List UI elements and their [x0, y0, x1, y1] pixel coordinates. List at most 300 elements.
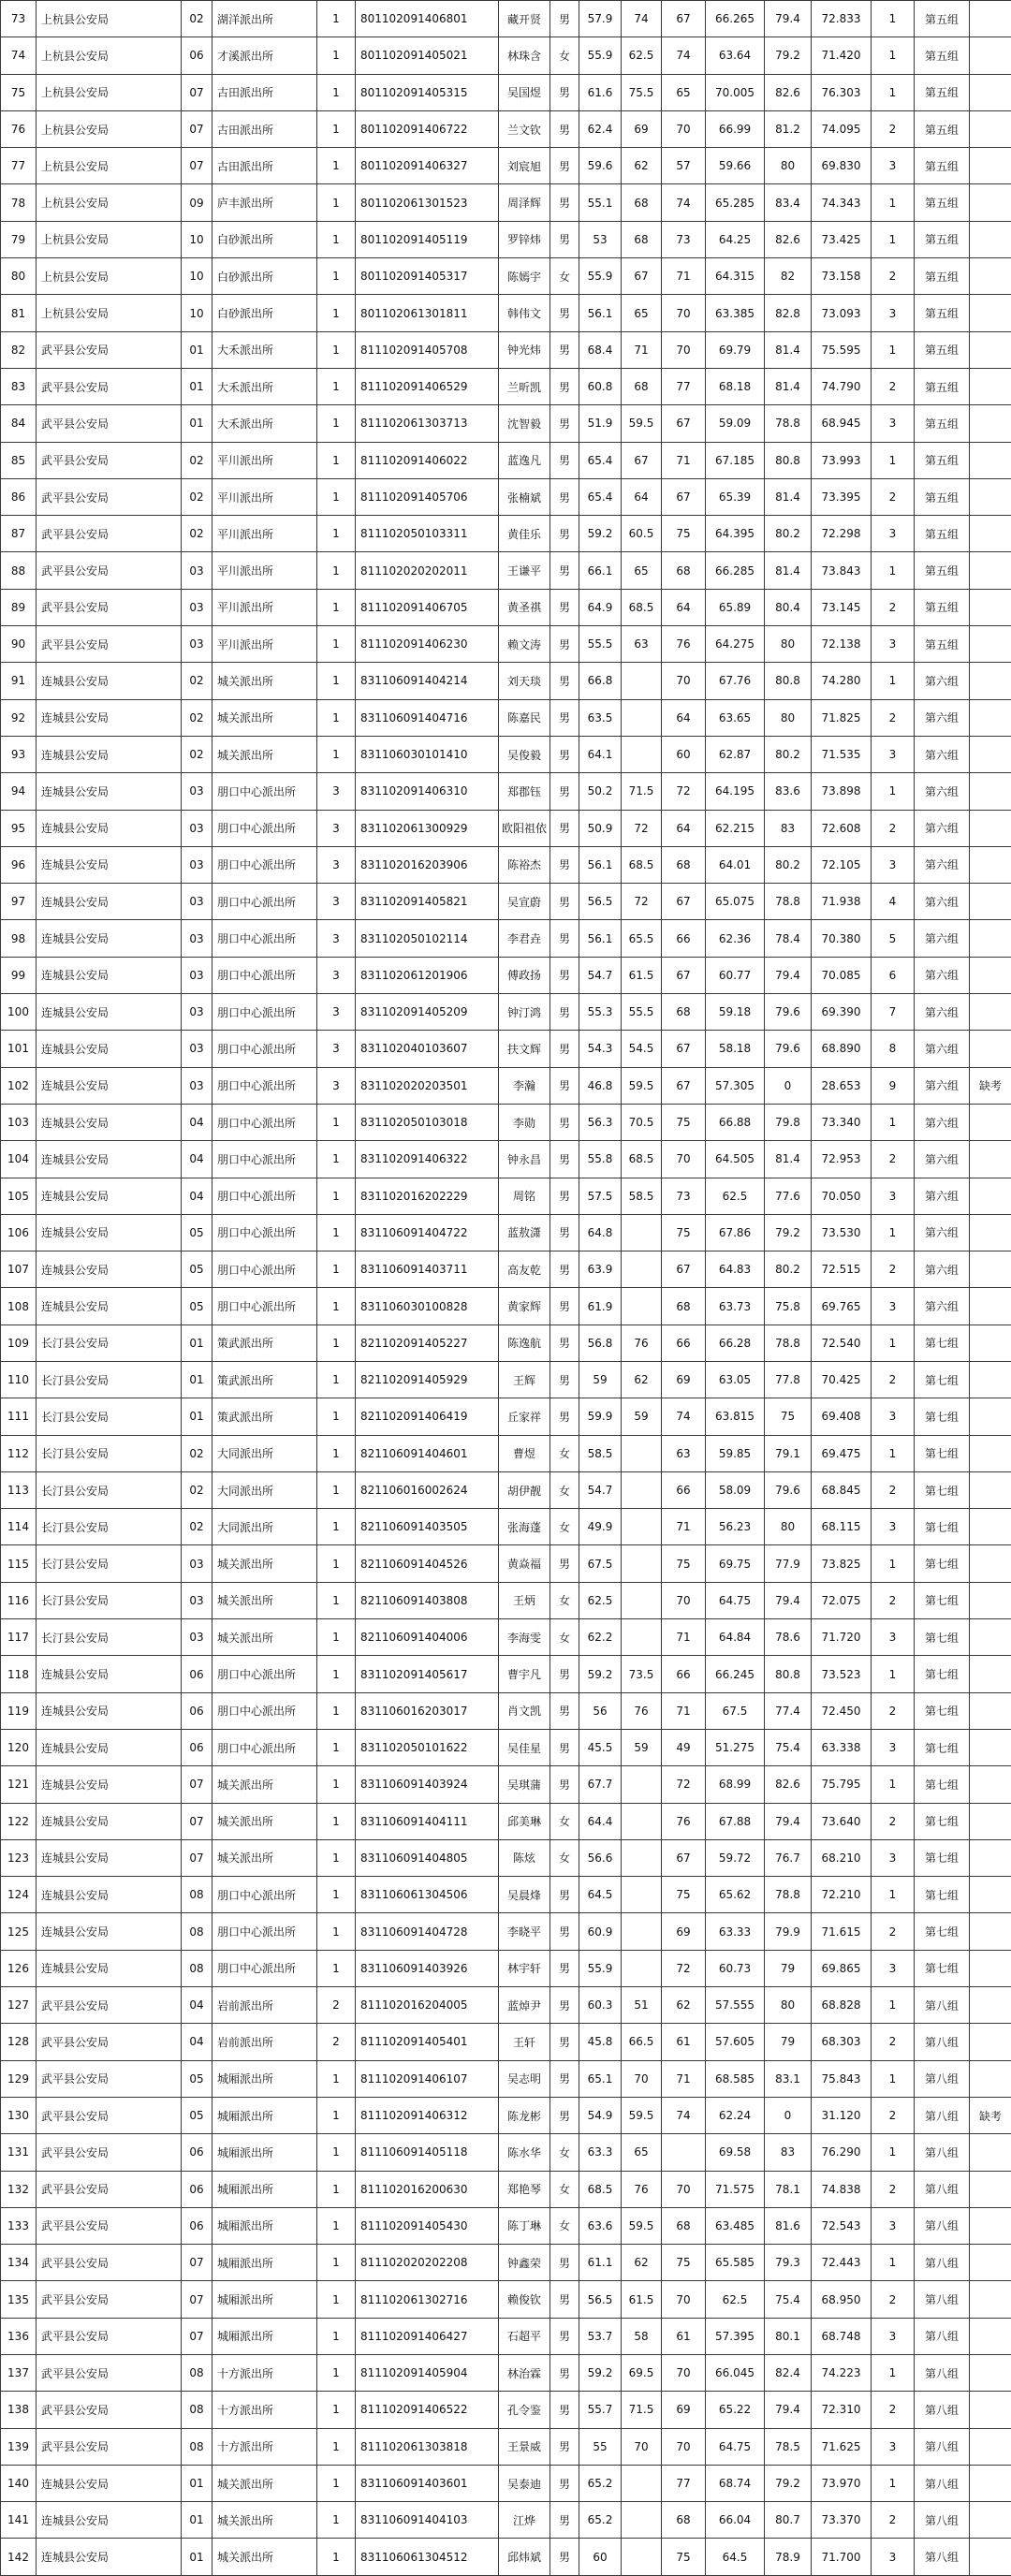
post-name-cell: 朋口中心派出所	[212, 1031, 317, 1067]
post-code-cell: 03	[182, 884, 212, 920]
post-name-cell: 朋口中心派出所	[212, 920, 317, 957]
name-cell: 孔令鉴	[499, 2392, 550, 2428]
table-row	[1, 2207, 1011, 2244]
score-a-cell: 67.7	[579, 1766, 622, 1803]
interview-score-cell: 77.9	[765, 1545, 812, 1582]
gender-cell: 男	[550, 478, 579, 515]
post-name-cell: 古田派出所	[212, 110, 317, 147]
score-a-cell: 64.1	[579, 736, 622, 772]
post-name-cell: 大同派出所	[212, 1471, 317, 1508]
rank-cell: 2	[872, 1803, 915, 1839]
rank-cell: 1	[872, 1877, 915, 1913]
total-score-cell: 72.540	[812, 1325, 872, 1361]
rank-cell: 1	[872, 1545, 915, 1582]
remark-cell	[970, 1803, 1011, 1839]
interview-score-cell: 80	[765, 699, 812, 736]
rank-cell: 3	[872, 2318, 915, 2354]
table-row	[1, 2428, 1011, 2465]
name-cell: 藏开贤	[499, 1, 550, 37]
ticket-number-cell: 811102091405706	[356, 478, 499, 515]
gender-cell: 女	[550, 2134, 579, 2171]
ticket-number-cell: 831106091404716	[356, 699, 499, 736]
seq-cell: 95	[1, 810, 37, 846]
ticket-number-cell: 811106091405118	[356, 2134, 499, 2171]
quota-cell: 3	[317, 773, 356, 810]
post-name-cell: 朋口中心派出所	[212, 1141, 317, 1178]
score-c-cell	[662, 2134, 706, 2171]
post-name-cell: 朋口中心派出所	[212, 994, 317, 1031]
written-score-cell: 62.24	[706, 2097, 765, 2133]
post-name-cell: 朋口中心派出所	[212, 1288, 317, 1325]
ticket-number-cell: 831102061201906	[356, 957, 499, 993]
written-score-cell: 64.75	[706, 1582, 765, 1618]
quota-cell: 2	[317, 1987, 356, 2024]
score-b-cell: 68.5	[622, 1141, 662, 1178]
score-c-cell: 68	[662, 994, 706, 1031]
rank-cell: 3	[872, 295, 915, 331]
quota-cell: 1	[317, 478, 356, 515]
score-c-cell: 67	[662, 1067, 706, 1104]
total-score-cell: 71.700	[812, 2539, 872, 2575]
post-code-cell: 03	[182, 1031, 212, 1067]
score-b-cell	[622, 1913, 662, 1950]
remark-cell: 缺考	[970, 2097, 1011, 2133]
score-a-cell: 64.5	[579, 1877, 622, 1913]
rank-cell: 2	[872, 2392, 915, 2428]
agency-cell: 武平县公安局	[37, 331, 182, 368]
agency-cell: 武平县公安局	[37, 405, 182, 442]
table-row	[1, 736, 1011, 772]
remark-cell	[970, 663, 1011, 699]
seq-cell: 133	[1, 2207, 37, 2244]
score-a-cell: 54.3	[579, 1031, 622, 1067]
total-score-cell: 71.535	[812, 736, 872, 772]
remark-cell	[970, 221, 1011, 257]
score-b-cell: 60.5	[622, 516, 662, 552]
score-b-cell: 71.5	[622, 773, 662, 810]
agency-cell: 连城县公安局	[37, 1067, 182, 1104]
rank-cell: 3	[872, 1950, 915, 1986]
score-b-cell: 59.5	[622, 2097, 662, 2133]
gender-cell: 男	[550, 1361, 579, 1398]
rank-cell: 2	[872, 589, 915, 625]
quota-cell: 1	[317, 2502, 356, 2539]
seq-cell: 88	[1, 552, 37, 589]
agency-cell: 上杭县公安局	[37, 74, 182, 110]
written-score-cell: 65.585	[706, 2245, 765, 2281]
quota-cell: 1	[317, 1325, 356, 1361]
score-b-cell: 59.5	[622, 405, 662, 442]
quota-cell: 1	[317, 1913, 356, 1950]
score-c-cell: 76	[662, 1803, 706, 1839]
rank-cell: 1	[872, 442, 915, 478]
ticket-number-cell: 831106091404728	[356, 1913, 499, 1950]
agency-cell: 连城县公安局	[37, 736, 182, 772]
quota-cell: 1	[317, 1877, 356, 1913]
table-row	[1, 331, 1011, 368]
agency-cell: 上杭县公安局	[37, 37, 182, 74]
written-score-cell: 57.605	[706, 2024, 765, 2060]
post-code-cell: 06	[182, 2207, 212, 2244]
post-name-cell: 城关派出所	[212, 699, 317, 736]
agency-cell: 武平县公安局	[37, 2245, 182, 2281]
post-name-cell: 城厢派出所	[212, 2207, 317, 2244]
remark-cell	[970, 1435, 1011, 1471]
gender-cell: 男	[550, 1325, 579, 1361]
quota-cell: 1	[317, 1619, 356, 1656]
score-a-cell: 57.9	[579, 1, 622, 37]
agency-cell: 武平县公安局	[37, 368, 182, 404]
score-b-cell: 59.5	[622, 1067, 662, 1104]
remark-cell	[970, 1251, 1011, 1288]
total-score-cell: 74.790	[812, 368, 872, 404]
written-score-cell: 62.87	[706, 736, 765, 772]
gender-cell: 男	[550, 994, 579, 1031]
score-a-cell: 65.1	[579, 2060, 622, 2097]
score-b-cell: 73.5	[622, 1656, 662, 1692]
written-score-cell: 63.65	[706, 699, 765, 736]
score-a-cell: 45.8	[579, 2024, 622, 2060]
ticket-number-cell: 831106061304512	[356, 2539, 499, 2575]
name-cell: 郑郡钰	[499, 773, 550, 810]
total-score-cell: 76.290	[812, 2134, 872, 2171]
agency-cell: 连城县公安局	[37, 2502, 182, 2539]
written-score-cell: 63.64	[706, 37, 765, 74]
quota-cell: 1	[317, 1361, 356, 1398]
post-code-cell: 05	[182, 1251, 212, 1288]
name-cell: 陈龙彬	[499, 2097, 550, 2133]
remark-cell	[970, 1545, 1011, 1582]
remark-cell	[970, 37, 1011, 74]
ticket-number-cell: 831102091405209	[356, 994, 499, 1031]
rank-cell: 2	[872, 1251, 915, 1288]
score-b-cell: 69.5	[622, 2355, 662, 2392]
group-cell: 第八组	[915, 2355, 970, 2392]
remark-cell	[970, 1471, 1011, 1508]
group-cell: 第六组	[915, 1031, 970, 1067]
rank-cell: 1	[872, 74, 915, 110]
group-cell: 第五组	[915, 74, 970, 110]
total-score-cell: 71.720	[812, 1619, 872, 1656]
post-name-cell: 城厢派出所	[212, 2097, 317, 2133]
score-b-cell: 65	[622, 552, 662, 589]
table-row	[1, 2245, 1011, 2281]
interview-score-cell: 80.1	[765, 2318, 812, 2354]
name-cell: 曹煜	[499, 1435, 550, 1471]
ticket-number-cell: 831106091403601	[356, 2465, 499, 2501]
rank-cell: 2	[872, 1141, 915, 1178]
interview-score-cell: 79.4	[765, 1582, 812, 1618]
post-name-cell: 朋口中心派出所	[212, 1104, 317, 1140]
rank-cell: 2	[872, 110, 915, 147]
post-code-cell: 02	[182, 1471, 212, 1508]
ticket-number-cell: 831106091403924	[356, 1766, 499, 1803]
group-cell: 第六组	[915, 1288, 970, 1325]
rank-cell: 3	[872, 1509, 915, 1545]
written-score-cell: 66.28	[706, 1325, 765, 1361]
rank-cell: 1	[872, 1656, 915, 1692]
post-name-cell: 城厢派出所	[212, 2171, 317, 2207]
table-row	[1, 258, 1011, 295]
ticket-number-cell: 831102050101622	[356, 1729, 499, 1765]
score-a-cell: 59.2	[579, 516, 622, 552]
seq-cell: 137	[1, 2355, 37, 2392]
rank-cell: 1	[872, 1, 915, 37]
post-code-cell: 04	[182, 1987, 212, 2024]
post-name-cell: 朋口中心派出所	[212, 1877, 317, 1913]
remark-cell	[970, 110, 1011, 147]
gender-cell: 女	[550, 1471, 579, 1508]
score-c-cell: 75	[662, 2539, 706, 2575]
gender-cell: 男	[550, 846, 579, 883]
name-cell: 欧阳祖依	[499, 810, 550, 846]
written-score-cell: 67.88	[706, 1803, 765, 1839]
interview-score-cell: 80.2	[765, 736, 812, 772]
name-cell: 兰文钦	[499, 110, 550, 147]
post-name-cell: 岩前派出所	[212, 2024, 317, 2060]
score-a-cell: 62.5	[579, 1582, 622, 1618]
score-c-cell: 75	[662, 2245, 706, 2281]
post-code-cell: 02	[182, 516, 212, 552]
post-code-cell: 06	[182, 2134, 212, 2171]
gender-cell: 男	[550, 1214, 579, 1251]
total-score-cell: 76.303	[812, 74, 872, 110]
post-code-cell: 06	[182, 2171, 212, 2207]
seq-cell: 90	[1, 626, 37, 663]
ticket-number-cell: 821102091406419	[356, 1398, 499, 1435]
total-score-cell: 72.450	[812, 1692, 872, 1729]
interview-score-cell: 0	[765, 2097, 812, 2133]
name-cell: 蓝敖潇	[499, 1214, 550, 1251]
score-c-cell: 60	[662, 736, 706, 772]
quota-cell: 1	[317, 736, 356, 772]
total-score-cell: 70.380	[812, 920, 872, 957]
rank-cell: 6	[872, 957, 915, 993]
ticket-number-cell: 831102020203501	[356, 1067, 499, 1104]
agency-cell: 武平县公安局	[37, 1987, 182, 2024]
written-score-cell: 65.285	[706, 184, 765, 221]
interview-score-cell: 78.8	[765, 405, 812, 442]
post-code-cell: 03	[182, 994, 212, 1031]
score-c-cell: 70	[662, 2171, 706, 2207]
seq-cell: 98	[1, 920, 37, 957]
seq-cell: 75	[1, 74, 37, 110]
written-score-cell: 51.275	[706, 1729, 765, 1765]
seq-cell: 117	[1, 1619, 37, 1656]
post-name-cell: 十方派出所	[212, 2392, 317, 2428]
total-score-cell: 69.830	[812, 148, 872, 184]
seq-cell: 106	[1, 1214, 37, 1251]
score-a-cell: 56.1	[579, 846, 622, 883]
score-b-cell	[622, 1582, 662, 1618]
post-name-cell: 才溪派出所	[212, 37, 317, 74]
post-code-cell: 01	[182, 2465, 212, 2501]
total-score-cell: 68.828	[812, 1987, 872, 2024]
post-code-cell: 01	[182, 2502, 212, 2539]
score-a-cell: 56.1	[579, 295, 622, 331]
name-cell: 王炳	[499, 1582, 550, 1618]
score-b-cell: 70	[622, 2428, 662, 2465]
seq-cell: 85	[1, 442, 37, 478]
agency-cell: 连城县公安局	[37, 1104, 182, 1140]
gender-cell: 男	[550, 736, 579, 772]
seq-cell: 136	[1, 2318, 37, 2354]
written-score-cell: 66.245	[706, 1656, 765, 1692]
total-score-cell: 72.833	[812, 1, 872, 37]
agency-cell: 连城县公安局	[37, 699, 182, 736]
agency-cell: 连城县公安局	[37, 1913, 182, 1950]
interview-score-cell: 82.8	[765, 295, 812, 331]
score-a-cell: 53	[579, 221, 622, 257]
written-score-cell: 64.395	[706, 516, 765, 552]
quota-cell: 1	[317, 442, 356, 478]
name-cell: 林珠含	[499, 37, 550, 74]
post-name-cell: 城关派出所	[212, 736, 317, 772]
score-b-cell	[622, 1251, 662, 1288]
post-name-cell: 城关派出所	[212, 1839, 317, 1876]
quota-cell: 1	[317, 2097, 356, 2133]
rank-cell: 3	[872, 736, 915, 772]
score-b-cell: 58.5	[622, 1178, 662, 1214]
seq-cell: 119	[1, 1692, 37, 1729]
name-cell: 吴晨烽	[499, 1877, 550, 1913]
post-code-cell: 05	[182, 2097, 212, 2133]
remark-cell	[970, 1692, 1011, 1729]
interview-score-cell: 80	[765, 1509, 812, 1545]
group-cell: 第八组	[915, 2245, 970, 2281]
score-a-cell: 63.6	[579, 2207, 622, 2244]
written-score-cell: 65.075	[706, 884, 765, 920]
post-code-cell: 02	[182, 478, 212, 515]
score-c-cell: 71	[662, 1619, 706, 1656]
score-c-cell: 72	[662, 1950, 706, 1986]
table-row	[1, 1214, 1011, 1251]
post-name-cell: 策武派出所	[212, 1361, 317, 1398]
agency-cell: 连城县公安局	[37, 1839, 182, 1876]
group-cell: 第五组	[915, 184, 970, 221]
written-score-cell: 63.485	[706, 2207, 765, 2244]
written-score-cell: 57.305	[706, 1067, 765, 1104]
post-name-cell: 庐丰派出所	[212, 184, 317, 221]
group-cell: 第八组	[915, 2060, 970, 2097]
gender-cell: 男	[550, 626, 579, 663]
rank-cell: 1	[872, 1766, 915, 1803]
total-score-cell: 68.303	[812, 2024, 872, 2060]
post-code-cell: 05	[182, 1214, 212, 1251]
remark-cell	[970, 1325, 1011, 1361]
score-c-cell: 77	[662, 2465, 706, 2501]
quota-cell: 1	[317, 626, 356, 663]
quota-cell: 1	[317, 552, 356, 589]
score-a-cell: 54.9	[579, 2097, 622, 2133]
remark-cell	[970, 736, 1011, 772]
seq-cell: 134	[1, 2245, 37, 2281]
rank-cell: 2	[872, 2024, 915, 2060]
post-name-cell: 大同派出所	[212, 1435, 317, 1471]
name-cell: 韩伟文	[499, 295, 550, 331]
score-a-cell: 55.8	[579, 1141, 622, 1178]
post-code-cell: 03	[182, 773, 212, 810]
score-c-cell: 70	[662, 1141, 706, 1178]
score-a-cell: 50.2	[579, 773, 622, 810]
post-name-cell: 平川派出所	[212, 516, 317, 552]
score-b-cell	[622, 2539, 662, 2575]
interview-score-cell: 80.2	[765, 516, 812, 552]
post-name-cell: 朋口中心派出所	[212, 1178, 317, 1214]
table-row	[1, 1766, 1011, 1803]
remark-cell	[970, 2024, 1011, 2060]
interview-score-cell: 81.4	[765, 478, 812, 515]
score-c-cell: 72	[662, 773, 706, 810]
interview-score-cell: 81.2	[765, 110, 812, 147]
post-name-cell: 岩前派出所	[212, 1987, 317, 2024]
rank-cell: 1	[872, 2465, 915, 2501]
group-cell: 第六组	[915, 810, 970, 846]
score-c-cell: 67	[662, 1839, 706, 1876]
ticket-number-cell: 811102091406705	[356, 589, 499, 625]
group-cell: 第八组	[915, 2318, 970, 2354]
post-code-cell: 09	[182, 184, 212, 221]
post-name-cell: 大同派出所	[212, 1509, 317, 1545]
quota-cell: 1	[317, 699, 356, 736]
quota-cell: 1	[317, 2060, 356, 2097]
rank-cell: 3	[872, 2539, 915, 2575]
total-score-cell: 72.953	[812, 1141, 872, 1178]
name-cell: 李勋	[499, 1104, 550, 1140]
rank-cell: 2	[872, 699, 915, 736]
post-code-cell: 07	[182, 74, 212, 110]
seq-cell: 140	[1, 2465, 37, 2501]
total-score-cell: 69.475	[812, 1435, 872, 1471]
agency-cell: 长汀县公安局	[37, 1398, 182, 1435]
agency-cell: 武平县公安局	[37, 442, 182, 478]
quota-cell: 1	[317, 221, 356, 257]
post-name-cell: 城关派出所	[212, 1545, 317, 1582]
total-score-cell: 72.138	[812, 626, 872, 663]
total-score-cell: 68.950	[812, 2281, 872, 2318]
table-row	[1, 74, 1011, 110]
written-score-cell: 64.75	[706, 2428, 765, 2465]
quota-cell: 3	[317, 846, 356, 883]
post-code-cell: 08	[182, 2355, 212, 2392]
total-score-cell: 69.390	[812, 994, 872, 1031]
post-name-cell: 朋口中心派出所	[212, 1729, 317, 1765]
score-c-cell: 69	[662, 2392, 706, 2428]
written-score-cell: 59.85	[706, 1435, 765, 1471]
rank-cell: 1	[872, 37, 915, 74]
remark-cell	[970, 405, 1011, 442]
post-code-cell: 01	[182, 1398, 212, 1435]
score-c-cell: 70	[662, 295, 706, 331]
remark-cell	[970, 1913, 1011, 1950]
score-c-cell: 70	[662, 2281, 706, 2318]
ticket-number-cell: 831102040103607	[356, 1031, 499, 1067]
group-cell: 第五组	[915, 405, 970, 442]
seq-cell: 73	[1, 1, 37, 37]
score-c-cell: 73	[662, 221, 706, 257]
quota-cell: 1	[317, 1950, 356, 1986]
interview-score-cell: 79.6	[765, 1471, 812, 1508]
total-score-cell: 68.890	[812, 1031, 872, 1067]
seq-cell: 76	[1, 110, 37, 147]
score-a-cell: 49.9	[579, 1509, 622, 1545]
total-score-cell: 69.865	[812, 1950, 872, 1986]
quota-cell: 1	[317, 2207, 356, 2244]
agency-cell: 武平县公安局	[37, 2428, 182, 2465]
score-a-cell: 55	[579, 2428, 622, 2465]
seq-cell: 77	[1, 148, 37, 184]
agency-cell: 武平县公安局	[37, 626, 182, 663]
